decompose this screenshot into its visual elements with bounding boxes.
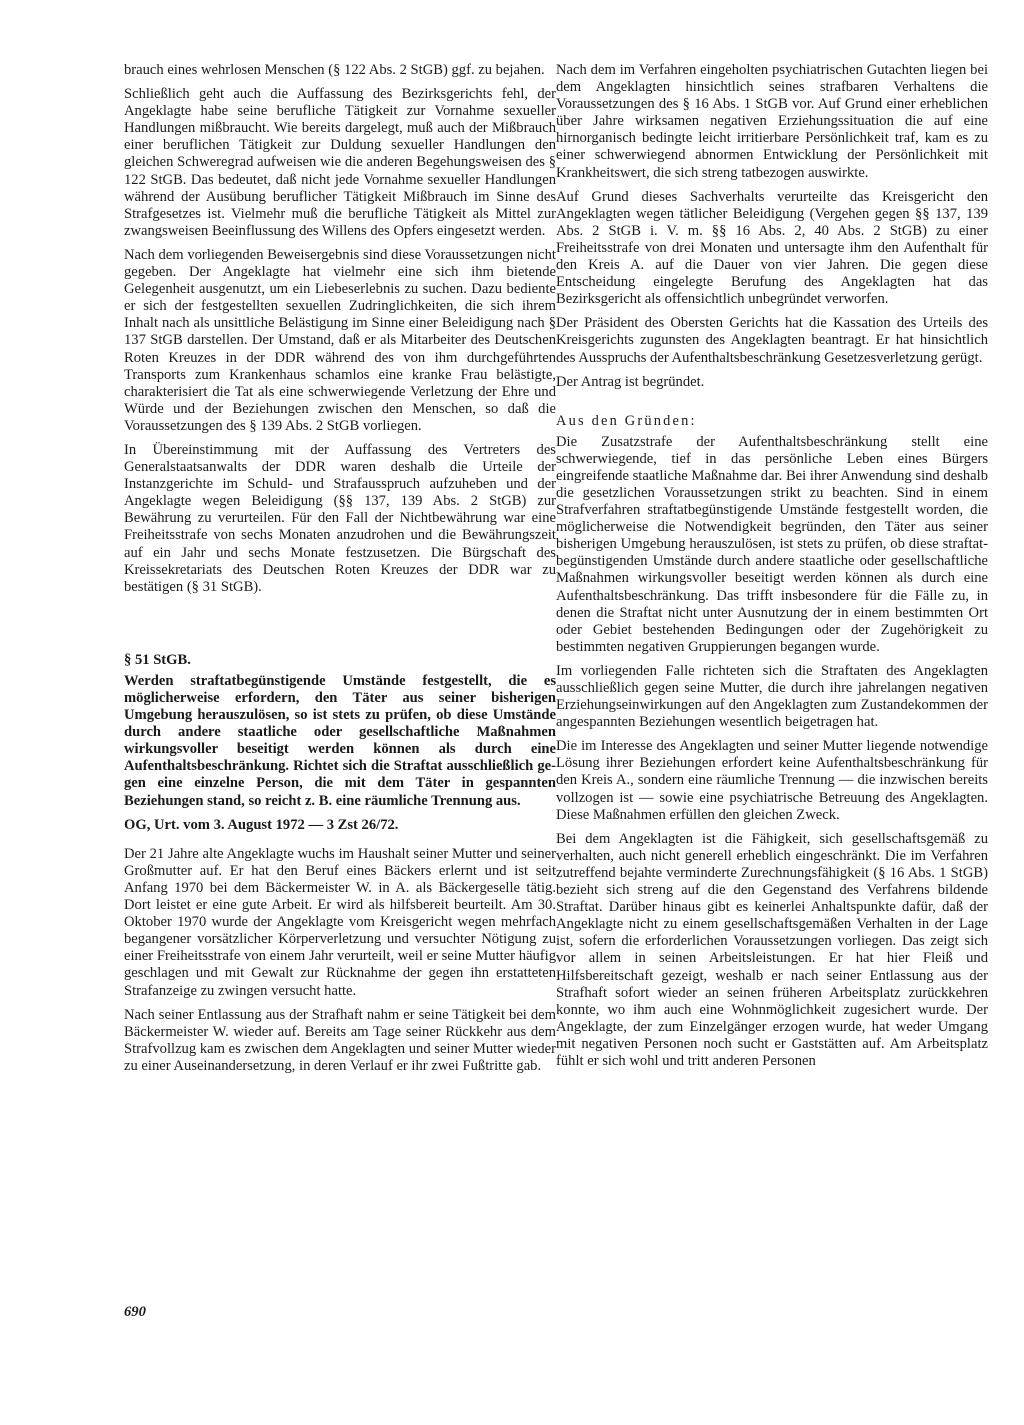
paragraph: brauch eines wehrlosen Menschen (§ 122 Abs. 2 StGB) ggf. zu bejahen. bbox=[124, 62, 545, 78]
paragraph: Schließlich geht auch die Auffassung des Bezirksgerichts fehl, der Angeklagte habe seine berufliche Tätigkeit zur Vornahme sexueller Handlungen mißbraucht. Wie bereits dargelegt, muß auch der Mißbrauch einer beruflichen Tätigkeit zur Duldung sexueller Handlungen den gleichen Schweregrad aufweisen wie die anderen Begehungsweisen des § 122 StGB. Das bedeutet, daß nicht jede Vornahme sexueller Handlungen während der Ausübung beruflicher Tätigkeit Mißbrauch im Sinne des Strafgesetzes ist. Vielmehr muß die berufliche Tätigkeit als Mittel zur zwangsweisen Beeinflussung des Willens des Opfers eingesetzt werden. bbox=[124, 86, 556, 239]
headnote: Werden straftatbegünstigende Umstände festgestellt, die es möglicherweise erfordern, den Täter aus seiner bisherigen Umgebung herauszulösen, so ist stets zu prüfen, ob diese Umstände durch andere staatliche oder gesellschaftliche Maßnahmen wirkungsvoller beseitigt werden können als durch eine Aufenthaltsbeschränkung. Richtet sich die Straftat ausschließlich gegen eine einzelne Person, die mit dem Täter in gespannten Beziehungen stand, so reicht z. B. eine räumliche Trennung aus. bbox=[124, 672, 556, 809]
left-column bbox=[124, 62, 556, 1082]
paragraph: Auf Grund dieses Sachverhalts verurteilte das Kreisgericht den Angeklagten wegen tätlicher Beleidigung (Vergehen gegen §§ 137, 139 Abs. 2 StGB i. V. m. §§ 16 Abs. 2, 40 Abs. 2 StGB) zu einer Freiheitsstrafe von drei Monaten und untersagte ihm den Aufenthalt für den Kreis A. auf die Dauer von vier Jahren. Die gegen diese Entscheidung eingelegte Berufung des Angeklagten hat das Bezirksgericht als offensichtlich unbegründet verworfen. bbox=[556, 188, 988, 308]
paragraph: Nach seiner Entlassung aus der Strafhaft nahm er seine Tätigkeit bei dem Bäckermeister W. wieder auf. Bereits am Tage seiner Rückkehr aus dem Strafvollzug kam es zwischen dem Angeklagten und seiner Mutter wieder zu einer Auseinandersetzung, in deren Verlauf er ihr zwei Fußtritte gab. bbox=[124, 1006, 556, 1074]
decision-citation: OG, Urt. vom 3. August 1972 — 3 Zst 26/72. bbox=[124, 816, 399, 833]
reasons-heading: Aus den Gründen: bbox=[556, 412, 697, 429]
paragraph: Bei dem Angeklagten ist die Fähigkeit, sich gesellschaftsgemäß zu verhalten, auch nicht generell erheblich eingeschränkt. Die im Verfahren zutreffend bejahte verminderte Zurechnungsfähigkeit (§ 16 Abs. 1 StGB) bezieht sich streng auf die den Gegenstand des Verfahrens bildende Straftat. Darüber hinaus gibt es keinerlei Anhaltspunkte dafür, daß der Angeklagte nicht zu einem gesellschaftsgemäßen Verhalten in der Lage ist, sofern die erforderlichen Voraussetzungen vorliegen. Das zeigt sich vor allem in seinen Arbeitsleistungen. Er hat hier Fleiß und Hilfsbereitschaft gezeigt, weshalb er nach seiner Entlassung aus der Strafhaft sofort wieder an seinen früheren Arbeitsplatz zurückkehren konnte, wo ihm auch eine Wohnmöglichkeit zugesichert wurde. Der Angeklagte, der zum Einzelgänger erzogen wurde, hat weder Umgang mit negativen Personen noch sucht er Gaststätten auf. Am Arbeitsplatz fühlt er sich wohl und tritt anderen Personen bbox=[556, 830, 988, 1069]
page-number: 690 bbox=[124, 1304, 146, 1320]
paragraph: Nach dem im Verfahren eingeholten psychiatrischen Gutachten liegen bei dem Angeklagten hinsichtlich seines strafbaren Verhaltens die Voraussetzungen des § 16 Abs. 1 StGB vor. Auf Grund einer erheblichen über Jahre wirksamen negativen Erziehungssituation die auf eine hirnorganisch bedingte leicht irritierbare Persönlichkeit traf, kam es zu einer schwerwiegend abnormen Entwicklung der Persönlichkeit mit Krankheitswert, die sich streng tatbezogen auswirkte. bbox=[556, 62, 988, 181]
section-heading: § 51 StGB. bbox=[124, 651, 191, 668]
paragraph: Im vorliegenden Falle richteten sich die Straftaten des Angeklagten ausschließlich gegen seine Mutter, die durch ihre jahrelangen negativen Erziehungseinwirkungen auf den Angeklagten zum Zustandekommen der angespannten Beziehungen wesentlich beigetragen hat. bbox=[556, 662, 988, 731]
paragraph: Der Präsident des Obersten Gerichts hat die Kassation des Urteils des Kreisgerichts zugunsten des Angeklagten beantragt. Er hat hinsichtlich des Ausspruchs der Aufenthaltsbeschränkung Gesetzesverletzung gerügt. bbox=[556, 315, 988, 366]
paragraph: Nach dem vorliegenden Beweisergebnis sind diese Voraussetzungen nicht gegeben. Der Angeklagte hat vielmehr eine sich ihm bietende Gelegenheit ausgenutzt, um ein Liebeserlebnis zu suchen. Dazu bediente er sich der festgestellten sexuellen Zudringlichkeiten, die sich ihrem Inhalt nach als unsittliche Belästigung im Sinne einer Beleidigung nach § 137 StGB darstellen. Der Umstand, daß er als Mitarbeiter des Deutschen Roten Kreuzes in der DDR während des von ihm durchgeführten Transports zum Krankenhaus schamlos eine kranke Frau belästigte, charakterisiert die Tat als eine schwerwiegende Verletzung der Ehre und Würde und der Beziehungen zwischen den Menschen, so daß die Voraussetzungen des § 139 Abs. 2 StGB vorliegen. bbox=[124, 246, 556, 434]
paragraph: Die im Interesse des Angeklagten und seiner Mutter liegende notwendige Lösung ihrer Beziehungen erfordert keine Aufenthaltsbeschränkung für den Kreis A., sondern eine räumliche Trennung — die inzwischen bereits vollzogen ist — sowie eine psychiatrische Betreuung des Angeklagten. Diese Maßnahmen erfüllen den gleichen Zweck. bbox=[556, 738, 988, 823]
paragraph: Der Antrag ist begründet. bbox=[556, 373, 705, 390]
paragraph: In Übereinstimmung mit der Auffassung des Vertreters des Generalstaatsanwalts der DDR waren deshalb die Urteile der Instanzgerichte im Schuld- und Strafausspruch aufzuheben und der Angeklagte wegen Beleidigung (§§ 137, 139 Abs. 2 StGB) zur Bewährung zu verurteilen. Für den Fall der Nichtbewährung war eine Freiheitsstrafe von sechs Monaten anzudrohen und die Bewährungszeit auf ein Jahr und sechs Monate festzusetzen. Die Bürgschaft des Kreissekretariats des Deutschen Roten Kreuzes der DDR war zu bestätigen (§ 31 StGB). bbox=[124, 441, 556, 595]
paragraph: Der 21 Jahre alte Angeklagte wuchs im Haushalt seiner Mutter und seiner Großmutter auf. Er hat den Beruf eines Bäckers erlernt und ist seit Anfang 1970 bei dem Bäckermeister W. in A. als Bäckergeselle tätig. Dort leistet er eine gute Arbeit. Er wird als hilfsbereit beurteilt. Am 30. Oktober 1970 wurde der Angeklagte vom Kreisgericht wegen mehrfach begangener vorsätzlicher Körperverletzung und versuchter Nötigung zu einer Freiheitsstrafe von einem Jahr verurteilt, weil er seine Mutter häufig geschlagen und mit Gewalt zur Rücknahme der gegen ihn erstatteten Strafanzeige zu zwingen versucht hatte. bbox=[124, 845, 556, 999]
right-column bbox=[556, 62, 988, 1077]
paragraph: Die Zusatzstrafe der Aufenthaltsbeschränkung stellt eine schwerwiegende, tief in das persönliche Leben eines Bürgers eingreifende staatliche Maßnahme dar. Bei ihrer Anwendung sind deshalb die gesetzlichen Voraussetzungen strikt zu beachten. Sind in einem Strafverfahren straftatbegünstigende Umstände festgestellt worden, die möglicherweise die Notwendigkeit begründen, den Täter aus seiner bisherigen Umgebung herauszulösen, ist stets zu prüfen, ob diese straftatbegünstigenden Umstände durch andere staatliche oder gesellschaftliche Maßnahmen wirkungsvoller beseitigt werden können als durch eine Aufenthaltsbeschränkung. Das trifft insbesondere für die Fälle zu, in denen die Straftat nicht unter Ausnutzung der in einem bestimmten Ort oder Gebiet bestehenden Bedingungen oder der Zugehörigkeit zu bestimmten negativen Gruppierungen begangen wurde. bbox=[556, 433, 988, 655]
